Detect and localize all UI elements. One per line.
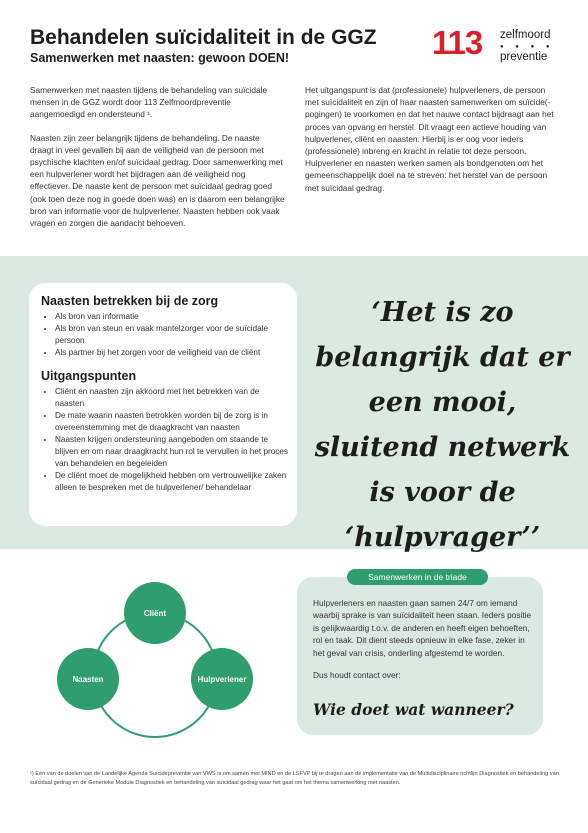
list-item: • De cliënt moet de mogelijkheid hebben om vertrouwelijke zaken alleen te bespreken met de hulpverlener/ behandelaar [55,470,289,494]
intro-paragraph: Samenwerken met naasten tijdens de behandeling van suïcidale mensen in de GGZ wordt door 113 Zelfmoordpreventie aangemoedigd en ondersteund ¹. [30,85,268,120]
intro-left-column [30,84,285,240]
intro-paragraph: Naasten zijn zeer belangrijk tijdens de behandeling. De naaste draagt in veel gevallen bij aan de veiligheid van de persoon met psychische klachten en/of suïcidaal gedrag. Door samenwerking met een hulpverlener wordt het bijdragen aan de veiligheid nog effectiever. De naaste kent de persoon met suïcidaal gedrag goed (ook toen deze nog in goede doen was) en is daarom een belangrijke bron van informatie voor de hulpverlener. Naasten hebben ook vaak vragen en zorgen die aandacht behoeven. [30,132,285,229]
quote-text: ‘Het is zo belangrijk dat er een mooi, sluitend netwerk is voor de ‘hulpvrager’’ [314,297,571,553]
logo-word-preventie: preventie [500,51,548,63]
triade-paragraph: Hulpverleners en naasten gaan samen 24/7 om iemand waarbij sprake is van suïcidaliteit heen staan. Ieders positie is gelijkwaardig t.o.v. de anderen en heeft eigen behoeften, rol en taak. Dit dient steeds opnieuw in elke fase, zeker in het geval van crisis, onderling afgestemd te worden. [313,598,532,658]
list-item: • Naasten krijgen ondersteuning aangeboden om staande te blijven en om naar draagkracht hun rol te vervullen in het proces van behandelen en begeleiden [55,434,289,470]
logo-113-zelfmoordpreventie [432,24,562,69]
footnote: ¹) Eén van de doelen van de Landelijke Agenda Suïcidepreventie van VWS is om samen met MIND en de LSFVP bij te dragen aan de implementatie van de Multidisciplinaire richtlijn Diagnostiek en behandeling van suïcidaal gedrag en de Generieke Module Diagnostiek en behandeling van suïcidaal gedrag waar het gaat om het thema samenwerking met naasten. [30,771,559,786]
triad-label-naasten: Naasten [72,675,104,684]
triade-pill-label: Samenwerken in de triade [347,569,488,585]
triad-label-client: Cliënt [143,609,167,618]
page-subtitle: Samenwerken met naasten: gewoon DOEN! [30,51,290,65]
logo-dots: ● ● ● ● [500,44,555,50]
list-item: • Als bron van steun en vaak mantelzorger voor de suïcidale persoon [55,323,289,347]
info-card [29,283,297,526]
list-uitgangspunten [41,386,289,494]
logo-word-zelfmoord: zelfmoord [500,29,551,41]
intro-paragraph: Het uitgangspunt is dat (professionele) hulpverleners, de persoon met suïcidaliteit en zijn of haar naasten samenwerken om suïcide(-pogingen) te voorkomen en dat het nauwe contact bijdraagt aan het proces van opvang en herstel. Dit vraagt een actieve houding van hulpverlener, cliënt en naasten. Hierbij is er oog voor ieders (professionele) inbreng en kracht in relatie tot deze persoon. Hulpverlener en naasten werken samen als bondgenoten om het gemeenschappelijk doel na te streven: het herstel van de persoon met suïcidaal gedrag. [305,85,554,193]
list-item: • Cliënt en naasten zijn akkoord met het betrekken van de naasten [55,386,289,410]
intro-right-column [305,84,560,205]
list-item: • De mate waarin naasten betrokken worden bij de zorg is in overeenstemming met de draagkracht van naasten [55,410,289,434]
triade-lead: Dus houdt contact over: [313,670,401,681]
triad-label-hulpverlener: Hulpverlener [197,675,247,684]
logo-number: 113 [432,24,483,61]
card-heading-uitgangspunten: Uitgangspunten [41,369,137,383]
list-item: • Als partner bij het zorgen voor de veiligheid van de cliënt [55,347,289,359]
card-heading-naasten: Naasten betrekken bij de zorg [41,294,219,308]
triade-text [313,597,533,691]
list-item: • Als bron van informatie [55,311,289,323]
triad-diagram [52,578,262,758]
list-naasten-betrekken [41,311,289,359]
triade-question: Wie doet wat wanneer? [313,700,514,719]
page-title: Behandelen suïcidaliteit in de GGZ [30,26,377,49]
